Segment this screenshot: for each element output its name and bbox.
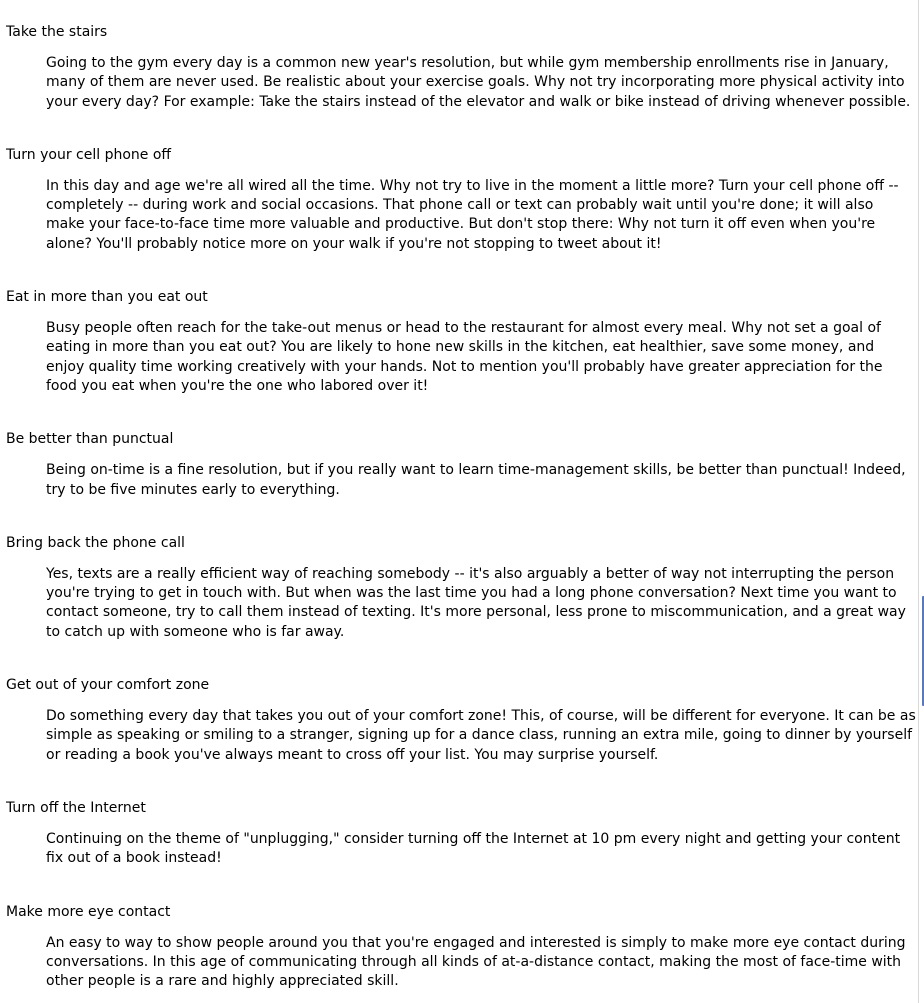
section-body: Busy people often reach for the take-out menus or head to the restaurant for almost every meal. Why not set a goal of eating in more than you eat out? You are likely to hone new skills in the kitchen, eat healthier, save some money, and enjoy quality time working creatively with your hands. Not to mention you'll probably have greater appreciation for the food you eat when you're the one who labored over it! bbox=[46, 320, 883, 394]
section-eat-in-more bbox=[0, 287, 918, 396]
section-title: Get out of your comfort zone bbox=[6, 677, 210, 694]
section-body: Going to the gym every day is a common new year's resolution, but while gym membership enrollments rise in January, many of them are never used. Be realistic about your exercise goals. Why not try incorporating more physical activity into your every day? For example: Take the stairs instead of the elevator and walk or bike instead of driving whenever possible. bbox=[46, 55, 911, 110]
section-body: Yes, texts are a really efficient way of reaching somebody -- it's also arguably a better of way not interrupting the person you're trying to get in touch with. But when was the last time you had a long phone conversation? Next time you want to contact someone, try to call them instead of texting. It's more personal, less prone to miscommunication, and a great way to catch up with someone who is far away. bbox=[46, 565, 906, 640]
section-turn-cell-phone-off bbox=[0, 145, 918, 254]
section-eye-contact bbox=[0, 902, 918, 992]
section-bring-back-phone-call bbox=[0, 533, 918, 642]
section-title: Turn off the Internet bbox=[6, 799, 146, 816]
section-title: Make more eye contact bbox=[6, 903, 171, 920]
section-body: An easy to way to show people around you that you're engaged and interested is simply to make more eye contact during conversations. In this age of communicating through all kinds of at-a-distance contact, making the most of face-time with other people is a rare and highly appreciated skill. bbox=[46, 934, 906, 990]
section-take-the-stairs bbox=[0, 22, 918, 112]
section-comfort-zone bbox=[0, 675, 918, 765]
section-title: Take the stairs bbox=[6, 24, 108, 40]
section-title: Turn your cell phone off bbox=[6, 146, 172, 163]
section-body: Continuing on the theme of "unplugging," consider turning off the Internet at 10 pm every night and getting your content fix out of a book instead! bbox=[46, 830, 901, 867]
section-better-than-punctual bbox=[0, 429, 918, 500]
section-body: Do something every day that takes you out of your comfort zone! This, of course, will be different for everyone. It can be as simple as speaking or smiling to a stranger, signing up for a dance class, running an extra mile, going to dinner by yourself or reading a book you've always meant to cross off your list. You may surprise yourself. bbox=[46, 708, 916, 763]
section-body: In this day and age we're all wired all the time. Why not try to live in the moment a little more? Turn your cell phone off -- completely -- during work and social occasions. That phone call or text can probably wait until you're done; it will also make your face-to-face time more valuable and productive. But don't stop there: Why not turn it off even when you're alone? You'll probably notice more on your walk if you're not stopping to tweet about it! bbox=[46, 177, 899, 252]
resolution-list bbox=[0, 22, 918, 1003]
vertical-scrollbar[interactable] bbox=[918, 0, 924, 1003]
section-turn-off-internet bbox=[0, 798, 918, 869]
section-body: Being on-time is a fine resolution, but if you really want to learn time-management skills, be better than punctual! Indeed, try to be five minutes early to everything. bbox=[46, 462, 906, 498]
section-title: Bring back the phone call bbox=[6, 534, 185, 551]
section-title: Be better than punctual bbox=[6, 431, 174, 448]
section-title: Eat in more than you eat out bbox=[6, 289, 208, 306]
